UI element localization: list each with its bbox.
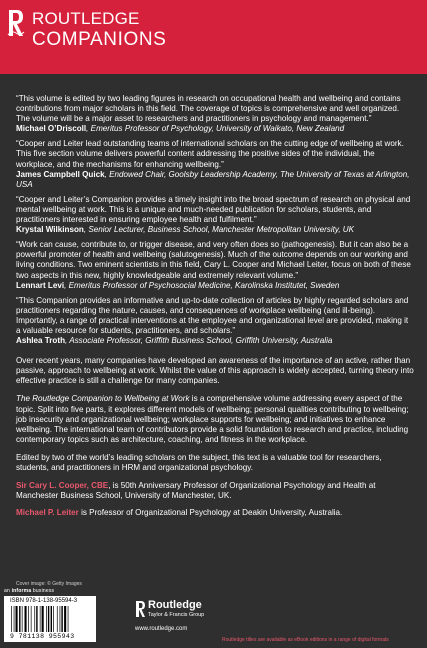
description-text: is a comprehensive volume addressing every aspect of the topic. Split into five parts, it explores different models of wellbeing; personal qualities contributing to wellbeing; job insecurity and organizational wellbeing; workplace supports for wellbeing; and initiatives to enhance wellbeing. The international team of contributors provide a solid foundation to research and practice, including contemporary topics such as architecture, coaching, and fitness in the workplace.	[16, 394, 409, 444]
quote-author-name: James Campbell Quick	[16, 169, 105, 179]
isbn-barcode	[4, 596, 96, 642]
quote-author	[16, 170, 414, 190]
quote-author-role: , Endowed Chair, Goolsby Leadership Academy, The University of Texas at Arlington, USA	[16, 169, 410, 189]
quote-author	[16, 225, 414, 235]
editor-bio	[16, 508, 414, 518]
imprint-brand: informa	[11, 588, 32, 594]
barcode-bar	[36, 606, 37, 632]
editor-bio-text: , is 50th Anniversary Professor of Organizational Psychology and Health at Manchester Business School, University of Manchester, UK.	[16, 481, 376, 501]
barcode-bar	[57, 606, 58, 632]
barcode-bar	[60, 606, 61, 632]
cover-image-credit: Cover image: © Getty Images	[16, 581, 82, 587]
series-title-line2: COMPANIONS	[32, 29, 167, 50]
quote-author-role: , Associate Professor, Griffith Business School, Griffith University, Australia	[65, 336, 333, 346]
isbn-label: ISBN 978-1-138-95594-3	[10, 598, 78, 604]
endorsement-quote	[16, 139, 414, 189]
barcode-bar	[64, 606, 66, 632]
series-title	[32, 8, 166, 50]
publisher-url[interactable]: www.routledge.com	[135, 626, 188, 632]
barcode-bar	[53, 606, 54, 632]
quote-author-role: , Emeritus Professor of Psychology, University of Waikato, New Zealand	[86, 124, 345, 134]
quote-author-name: Michael O’Driscoll	[16, 124, 87, 134]
endorsement-quote	[16, 240, 414, 290]
endorsement-quote	[16, 94, 414, 134]
endorsement-quote	[16, 296, 414, 346]
barcode-bar	[42, 606, 44, 632]
editor-bio	[16, 481, 414, 501]
imprint-prefix: an	[4, 588, 12, 594]
quote-author-name: Ashlea Troth	[16, 336, 66, 346]
barcode-bar	[34, 606, 35, 632]
editor-name: Sir Cary L. Cooper, CBE	[16, 481, 109, 491]
book-title: The Routledge Companion to Wellbeing at Work	[16, 394, 190, 404]
quote-text: “Work can cause, contribute to, or trigger disease, and very often does so (pathogenesis). But it can also be a powerful promoter of health and wellbeing (salutogenesis). Much of the outcome depends on our working and living conditions. Two eminent scientists in this field, Cary L. Cooper and Michael Leiter, focus on both of these two aspects in this new, highly knowledgeable and extremely relevant volume.”	[16, 240, 411, 280]
routledge-r-logo-icon	[7, 8, 25, 38]
barcode-bar	[19, 606, 20, 632]
publisher-name: Routledge	[148, 599, 202, 611]
barcode-bar	[25, 606, 27, 632]
quote-author	[16, 336, 414, 346]
quote-author-role: , Senior Lecturer, Business School, Manchester Metropolitan University, UK	[83, 225, 355, 235]
editor-name: Michael P. Leiter	[16, 508, 79, 518]
barcode-bar	[48, 606, 49, 632]
description-paragraph: Over recent years, many companies have developed an awareness of the importance of an active, rather than passive, approach to wellbeing at work. Whilst the value of this approach is widely accepted, turning theory into effective practice is still a challenge for many companies.	[16, 356, 414, 386]
quote-text: “Cooper and Leiter lead outstanding teams of international scholars on the cutting edge of wellbeing at work. This five section volume delivers powerful content addressing the positive sides of the individual, the workplace, and the mechanisms for enhancing wellbeing.”	[16, 139, 404, 169]
ebook-availability-note: Routledge titles are available as eBook editions in a range of digital formats	[222, 637, 389, 643]
barcode-bar	[11, 606, 12, 632]
quote-text: “This Companion provides an informative and up-to-date collection of articles by highly regarded scholars and practitioners regarding the nature, causes, and consequences of workplace wellbeing (and ill-being). Importantly, a range of practical interventions at the employee and organizational level are provided, making it a valuable resource for students, practitioners, and scholars.”	[16, 295, 409, 335]
quote-text: “This volume is edited by two leading figures in research on occupational health and wellbeing and contains contributions from major scholars in this field. The coverage of topics is comprehensive and well organized. The volume will be a major asset to researchers and practitioners in psychology and management.”	[16, 94, 401, 124]
barcode-bar	[22, 606, 23, 632]
quote-author-name: Krystal Wilkinson	[16, 225, 84, 235]
back-cover-text	[16, 94, 414, 525]
ean-number: 9 781138 955943	[10, 633, 75, 640]
editor-bio-text: is Professor of Organizational Psychology at Deakin University, Australia.	[78, 508, 343, 518]
publisher-group: Taylor & Francis Group	[148, 612, 205, 618]
quote-author	[16, 281, 414, 291]
barcode-bar	[16, 606, 18, 632]
quote-text: “Cooper and Leiter’s Companion provides a timely insight into the broad spectrum of research on physical and mental wellbeing at work. This is a unique and much-needed publication for scholars, students, and practitioners interested in ensuring employee health and fulfilment.”	[16, 194, 411, 225]
series-banner	[0, 0, 427, 74]
barcode-bar	[61, 606, 62, 632]
quote-author-name: Lennart Levi	[16, 280, 65, 290]
quote-author	[16, 124, 414, 134]
barcode-bar	[14, 606, 15, 632]
barcode-bars	[10, 606, 90, 632]
barcode-bar	[31, 606, 32, 632]
imprint-suffix: business	[31, 588, 55, 594]
series-title-line1: ROUTLEDGE	[32, 9, 140, 28]
barcode-bar	[51, 606, 52, 632]
description-paragraph	[16, 394, 414, 444]
barcode-bar	[46, 606, 47, 632]
endorsement-quote	[16, 195, 414, 235]
barcode-bar	[28, 606, 29, 632]
routledge-publisher-logo-icon	[135, 600, 146, 618]
informa-imprint	[4, 588, 54, 594]
description-paragraph: Edited by two of the world’s leading scholars on the subject, this text is a valuable tool for researchers, students, and practitioners in HRM and organizational psychology.	[16, 452, 382, 472]
barcode-bar	[40, 606, 41, 632]
barcode-bar	[68, 606, 69, 632]
quote-author-role: , Emeritus Professor of Psychosocial Medicine, Karolinska Institutet, Sweden	[64, 280, 340, 290]
